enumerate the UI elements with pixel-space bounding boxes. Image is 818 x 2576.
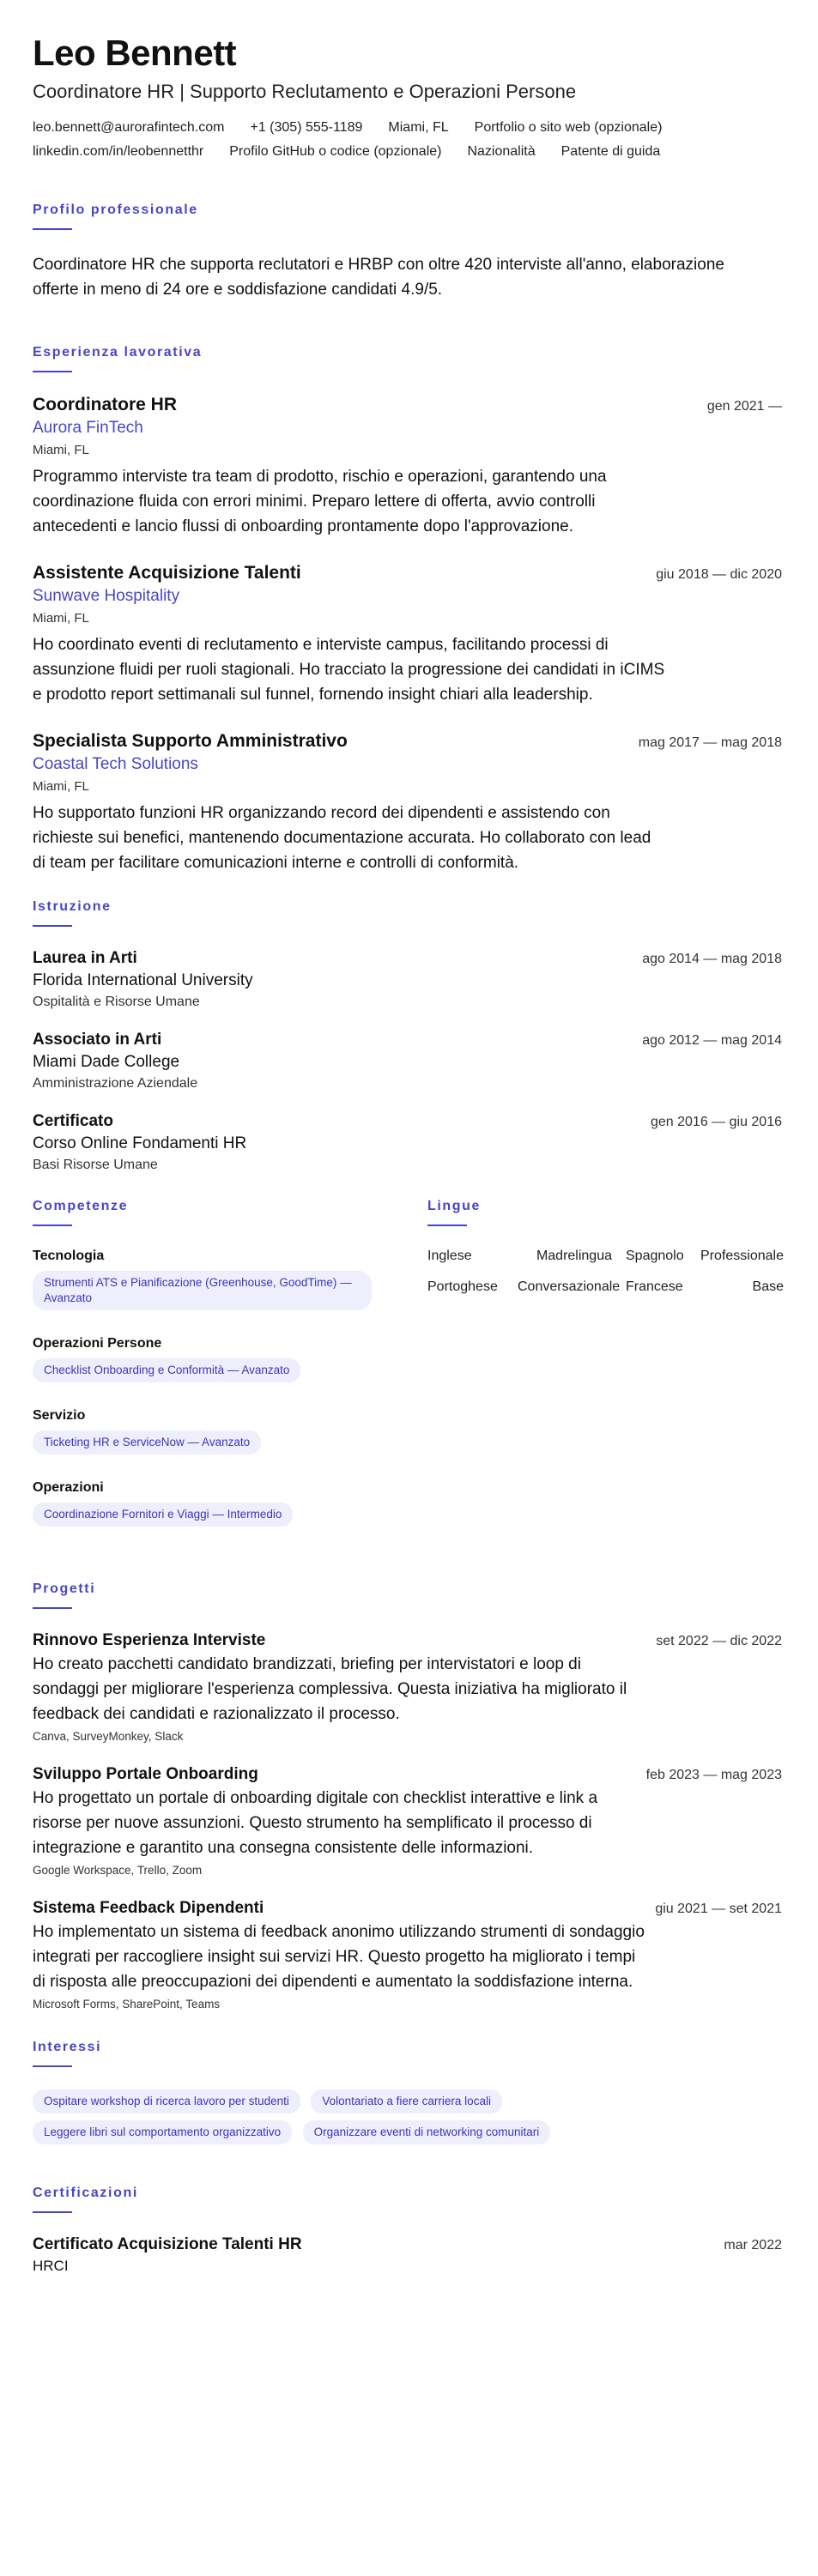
field-of-study: Amministrazione Aziendale [33, 1076, 198, 1091]
section-divider [33, 1225, 72, 1226]
certification-item [33, 2235, 782, 2275]
project-tools: Google Workspace, Trello, Zoom [33, 1864, 203, 1877]
project-item [33, 1765, 782, 1877]
profile-summary: Coordinatore HR che supporta reclutatori e HRBP con oltre 420 interviste all'anno, elaborazione offerte in meno di 24 ore e soddisfazione candidati 4.9/5. [33, 256, 724, 299]
section-title: Progetti [33, 1581, 96, 1596]
project-tools: Microsoft Forms, SharePoint, Teams [33, 1998, 221, 2011]
job-description: Ho supportato funzioni HR organizzando record dei dipendenti e assistendo con richieste sui benefici, mantenendo documentazione accurata. Ho collaborato con lead di team per facilitare comunicazioni interne e controlli di conformità. [33, 804, 651, 872]
section-divider [427, 1225, 467, 1226]
project-item [33, 1899, 782, 2011]
project-description: Ho progettato un portale di onboarding digitale con checklist interattive e link a risorse per nuove assunzioni. Questo strumento ha semplificato il processo di integrazione e garantito una consegna consistente delle informazioni. [33, 1789, 598, 1857]
language-list [427, 1249, 782, 1295]
job-title: Specialista Supporto Amministrativo [33, 731, 348, 751]
education-dates: ago 2014 — mag 2018 [642, 952, 782, 966]
resume-header [33, 31, 782, 160]
school-name: Florida International University [33, 971, 253, 989]
job-title: Coordinatore HR [33, 395, 177, 414]
contact-portfolio[interactable]: Portfolio o sito web (opzionale) [474, 120, 663, 135]
company-name: Coastal Tech Solutions [33, 755, 198, 773]
headline: Coordinatore HR | Supporto Reclutamento e Operazioni Persone [33, 81, 577, 102]
certification-issuer: HRCI [33, 2258, 69, 2274]
contact-linkedin[interactable]: linkedin.com/in/leobennetthr [33, 144, 204, 159]
section-title: Esperienza lavorativa [33, 345, 203, 360]
project-item [33, 1631, 782, 1743]
language-name: Portoghese [427, 1279, 498, 1294]
contact-nationality: Nazionalità [467, 144, 536, 159]
section-divider [33, 1607, 72, 1609]
experience-item [33, 563, 782, 707]
certification-title: Certificato Acquisizione Talenti HR [33, 2235, 302, 2253]
interest-list [33, 2089, 685, 2151]
interest-chip: Ospitare workshop di ricerca lavoro per studenti [33, 2089, 300, 2113]
section-title: Certificazioni [33, 2186, 138, 2200]
skill-group [33, 1249, 427, 1317]
project-dates: giu 2021 — set 2021 [655, 1902, 782, 1916]
job-location: Miami, FL [33, 611, 89, 626]
field-of-study: Basi Risorse Umane [33, 1158, 158, 1172]
language-level: Conversazionale [518, 1279, 621, 1294]
education-item [33, 949, 782, 1010]
certification-date: mar 2022 [724, 2238, 782, 2252]
skill-category: Servizio [33, 1408, 86, 1423]
project-title: Sviluppo Portale Onboarding [33, 1765, 258, 1783]
section-interests [33, 2040, 782, 2151]
contact-github[interactable]: Profilo GitHub o codice (opzionale) [229, 144, 442, 159]
skill-chip: Checklist Onboarding e Conformità — Avanzato [33, 1358, 300, 1382]
section-title: Istruzione [33, 899, 112, 914]
section-projects [33, 1581, 782, 2011]
company-name: Aurora FinTech [33, 419, 143, 437]
skill-category: Operazioni [33, 1480, 104, 1495]
contact-email[interactable]: leo.bennett@aurorafintech.com [33, 120, 225, 135]
school-name: Miami Dade College [33, 1053, 180, 1071]
degree-title: Associato in Arti [33, 1031, 162, 1049]
section-divider [33, 2211, 72, 2213]
language-name: Francese [626, 1279, 683, 1294]
section-certifications [33, 2186, 782, 2275]
skill-chip: Strumenti ATS e Pianificazione (Greenhouse, GoodTime) — Avanzato [33, 1271, 372, 1310]
education-item [33, 1031, 782, 1091]
section-title: Profilo professionale [33, 203, 198, 217]
interest-chip: Organizzare eventi di networking comunitari [303, 2120, 551, 2144]
skill-group [33, 1480, 427, 1533]
experience-item [33, 395, 782, 539]
education-item [33, 1112, 782, 1173]
project-title: Sistema Feedback Dipendenti [33, 1899, 264, 1917]
section-divider [33, 371, 72, 372]
skill-chip: Ticketing HR e ServiceNow — Avanzato [33, 1430, 261, 1454]
job-location: Miami, FL [33, 443, 89, 457]
section-divider [33, 925, 72, 927]
degree-title: Laurea in Arti [33, 949, 137, 967]
section-divider [33, 2065, 72, 2067]
section-skills [33, 1199, 427, 1552]
language-level: Madrelingua [536, 1249, 612, 1263]
section-experience [33, 345, 782, 875]
skill-category: Tecnologia [33, 1249, 105, 1263]
job-description: Programmo interviste tra team di prodotto, rischio e operazioni, garantendo una coordinazione fluida con errori minimi. Preparo lettere di offerta, avvio controlli antecedenti e lancio flussi di onboarding prontamente dopo l'approvazione. [33, 468, 607, 535]
skill-category: Operazioni Persone [33, 1336, 162, 1351]
job-dates: gen 2021 — [706, 399, 782, 414]
contact-driving-license: Patente di guida [560, 144, 661, 159]
job-dates: giu 2018 — dic 2020 [656, 567, 782, 582]
interest-chip: Leggere libri sul comportamento organizzativo [33, 2120, 292, 2144]
skill-group [33, 1336, 427, 1389]
section-divider [33, 228, 72, 230]
contact-phone[interactable]: +1 (305) 555-1189 [250, 120, 363, 135]
skill-group [33, 1408, 427, 1461]
language-name: Spagnolo [626, 1249, 684, 1263]
project-tools: Canva, SurveyMonkey, Slack [33, 1730, 184, 1743]
school-name: Corso Online Fondamenti HR [33, 1134, 247, 1152]
project-title: Rinnovo Esperienza Interviste [33, 1631, 266, 1649]
project-dates: set 2022 — dic 2022 [656, 1634, 782, 1648]
contact-list [33, 120, 771, 160]
section-education [33, 899, 782, 1173]
section-title: Lingue [427, 1199, 482, 1213]
degree-title: Certificato [33, 1112, 113, 1130]
contact-location: Miami, FL [388, 120, 449, 135]
job-location: Miami, FL [33, 779, 89, 794]
section-title: Competenze [33, 1199, 129, 1213]
language-level: Base [752, 1279, 784, 1294]
education-dates: gen 2016 — giu 2016 [650, 1115, 782, 1129]
project-dates: feb 2023 — mag 2023 [645, 1768, 782, 1782]
section-profile [33, 203, 782, 302]
candidate-name: Leo Bennett [33, 33, 237, 73]
experience-item [33, 731, 782, 875]
field-of-study: Ospitalità e Risorse Umane [33, 995, 200, 1009]
job-title: Assistente Acquisizione Talenti [33, 563, 301, 583]
skill-chip: Coordinazione Fornitori e Viaggi — Intermedio [33, 1503, 293, 1527]
language-name: Inglese [427, 1249, 472, 1263]
project-description: Ho implementato un sistema di feedback anonimo utilizzando strumenti di sondaggio integrati per raccogliere insight sui servizi HR. Questo progetto ha migliorato i tempi di risposta alle preoccupazioni dei dipendenti e aumentato la soddisfazione interna. [33, 1923, 645, 1991]
education-dates: ago 2012 — mag 2014 [642, 1033, 782, 1048]
language-level: Professionale [700, 1249, 784, 1263]
skills-languages-row [33, 1199, 782, 1552]
job-description: Ho coordinato eventi di reclutamento e interviste campus, facilitando processi di assunzione fluidi per ruoli stagionali. Ho tracciato la progressione dei candidati in iCIMS e prodotto report settimanali sul funnel, fornendo insight chiari alla leadership. [33, 636, 665, 704]
interest-chip: Volontariato a fiere carriera locali [311, 2089, 502, 2113]
section-languages [427, 1199, 782, 1552]
section-title: Interessi [33, 2040, 102, 2054]
company-name: Sunwave Hospitality [33, 587, 180, 605]
project-description: Ho creato pacchetti candidato brandizzati, briefing per intervistatori e loop di sondaggi per migliorare l'esperienza complessiva. Questa iniziativa ha migliorato il feedback dei candidati e razionalizzato il processo. [33, 1655, 627, 1723]
job-dates: mag 2017 — mag 2018 [638, 735, 782, 750]
